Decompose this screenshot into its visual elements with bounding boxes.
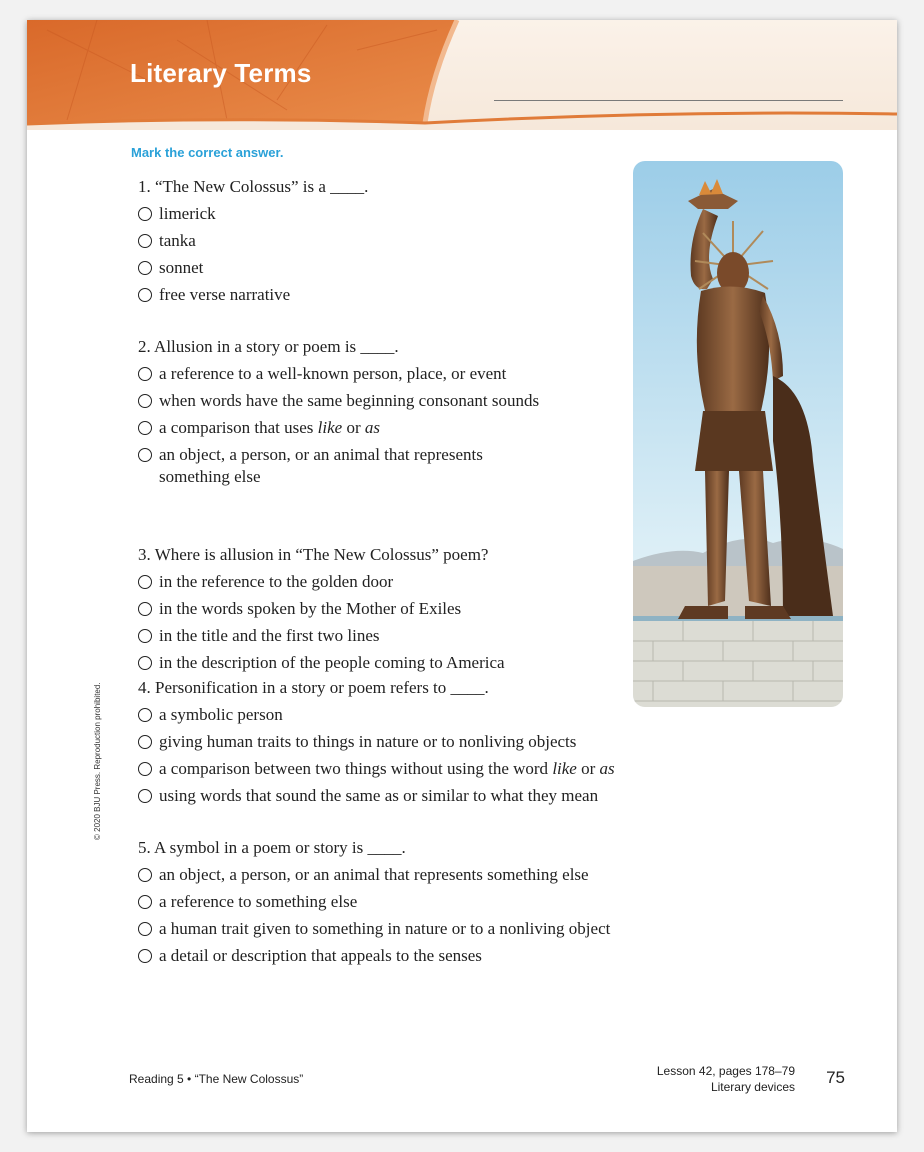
answer-option[interactable] (138, 864, 610, 886)
answer-option[interactable] (138, 598, 505, 620)
question-1 (138, 176, 368, 306)
answer-option[interactable] (138, 390, 588, 412)
option-label: a reference to something else (159, 892, 358, 911)
radio-circle-icon[interactable] (138, 708, 152, 722)
radio-circle-icon[interactable] (138, 448, 152, 462)
answer-option[interactable] (138, 363, 588, 385)
radio-circle-icon[interactable] (138, 421, 152, 435)
option-label: using words that sound the same as or similar to what they mean (159, 786, 599, 805)
option-label: in the reference to the golden door (159, 572, 394, 591)
option-label: when words have the same beginning consonant sounds (159, 391, 540, 410)
radio-circle-icon[interactable] (138, 789, 152, 803)
footer-topic: Literary devices (710, 1080, 795, 1094)
radio-circle-icon[interactable] (138, 735, 152, 749)
radio-circle-icon[interactable] (138, 367, 152, 381)
radio-circle-icon[interactable] (138, 261, 152, 275)
radio-circle-icon[interactable] (138, 895, 152, 909)
option-label: giving human traits to things in nature or to nonliving objects (159, 732, 577, 751)
worksheet-page (27, 20, 897, 1132)
answer-option[interactable] (138, 704, 615, 726)
answer-option[interactable] (138, 918, 610, 940)
radio-circle-icon[interactable] (138, 868, 152, 882)
answer-option[interactable] (138, 758, 615, 780)
footer-book-title: Reading 5 • “The New Colossus” (129, 1072, 304, 1086)
answer-option[interactable] (138, 444, 539, 488)
instruction-text: Mark the correct answer. (131, 145, 284, 160)
answer-option[interactable] (138, 571, 505, 593)
question-3 (138, 544, 505, 674)
footer-lesson-pages: Lesson 42, pages 178–79 (656, 1064, 795, 1078)
radio-circle-icon[interactable] (138, 656, 152, 670)
answer-option[interactable] (138, 230, 368, 252)
question-2 (138, 336, 588, 488)
question-prompt: 2. Allusion in a story or poem is ____. (138, 337, 399, 356)
answer-option[interactable] (138, 417, 588, 439)
option-label: a reference to a well-known person, place, or event (159, 364, 507, 383)
radio-circle-icon[interactable] (138, 762, 152, 776)
answer-option[interactable] (138, 891, 610, 913)
answer-option[interactable] (138, 203, 368, 225)
page-title: Literary Terms (130, 58, 312, 88)
answer-option[interactable] (138, 625, 505, 647)
radio-circle-icon[interactable] (138, 234, 152, 248)
option-label: sonnet (159, 258, 204, 277)
radio-circle-icon[interactable] (138, 394, 152, 408)
footer-lesson-info (657, 1063, 795, 1095)
radio-circle-icon[interactable] (138, 602, 152, 616)
option-label: a comparison between two things without using the word like or as (159, 759, 615, 778)
radio-circle-icon[interactable] (138, 949, 152, 963)
option-label: tanka (159, 231, 196, 250)
name-entry-line (494, 100, 843, 101)
radio-circle-icon[interactable] (138, 288, 152, 302)
option-label: a human trait given to something in nature or to a nonliving object (159, 919, 611, 938)
answer-option[interactable] (138, 284, 368, 306)
option-label: in the words spoken by the Mother of Exiles (159, 599, 462, 618)
option-label: in the description of the people coming to America (159, 653, 505, 672)
option-label: an object, a person, or an animal that represents something else (159, 865, 589, 884)
option-label: free verse narrative (159, 285, 291, 304)
question-4 (138, 677, 615, 807)
question-prompt: 3. Where is allusion in “The New Colossus” poem? (138, 545, 489, 564)
question-prompt: 5. A symbol in a poem or story is ____. (138, 838, 406, 857)
option-label: a comparison that uses like or as (159, 418, 380, 437)
question-prompt: 4. Personification in a story or poem refers to ____. (138, 678, 489, 697)
option-label: a symbolic person (159, 705, 283, 724)
header-banner (27, 20, 897, 130)
answer-option[interactable] (138, 945, 610, 967)
question-prompt: 1. “The New Colossus” is a ____. (138, 177, 369, 196)
radio-circle-icon[interactable] (138, 575, 152, 589)
answer-option[interactable] (138, 731, 615, 753)
answer-option[interactable] (138, 257, 368, 279)
radio-circle-icon[interactable] (138, 629, 152, 643)
answer-option[interactable] (138, 652, 505, 674)
radio-circle-icon[interactable] (138, 922, 152, 936)
copyright-notice: © 2020 BJU Press. Reproduction prohibited. (93, 682, 102, 840)
colossus-illustration (633, 161, 843, 707)
option-label: a detail or description that appeals to the senses (159, 946, 482, 965)
option-label: limerick (159, 204, 216, 223)
option-label: in the title and the first two lines (159, 626, 380, 645)
page-number: 75 (826, 1068, 845, 1087)
answer-option[interactable] (138, 785, 615, 807)
radio-circle-icon[interactable] (138, 207, 152, 221)
question-5 (138, 837, 610, 967)
option-label: an object, a person, or an animal that represents something else (159, 445, 483, 486)
